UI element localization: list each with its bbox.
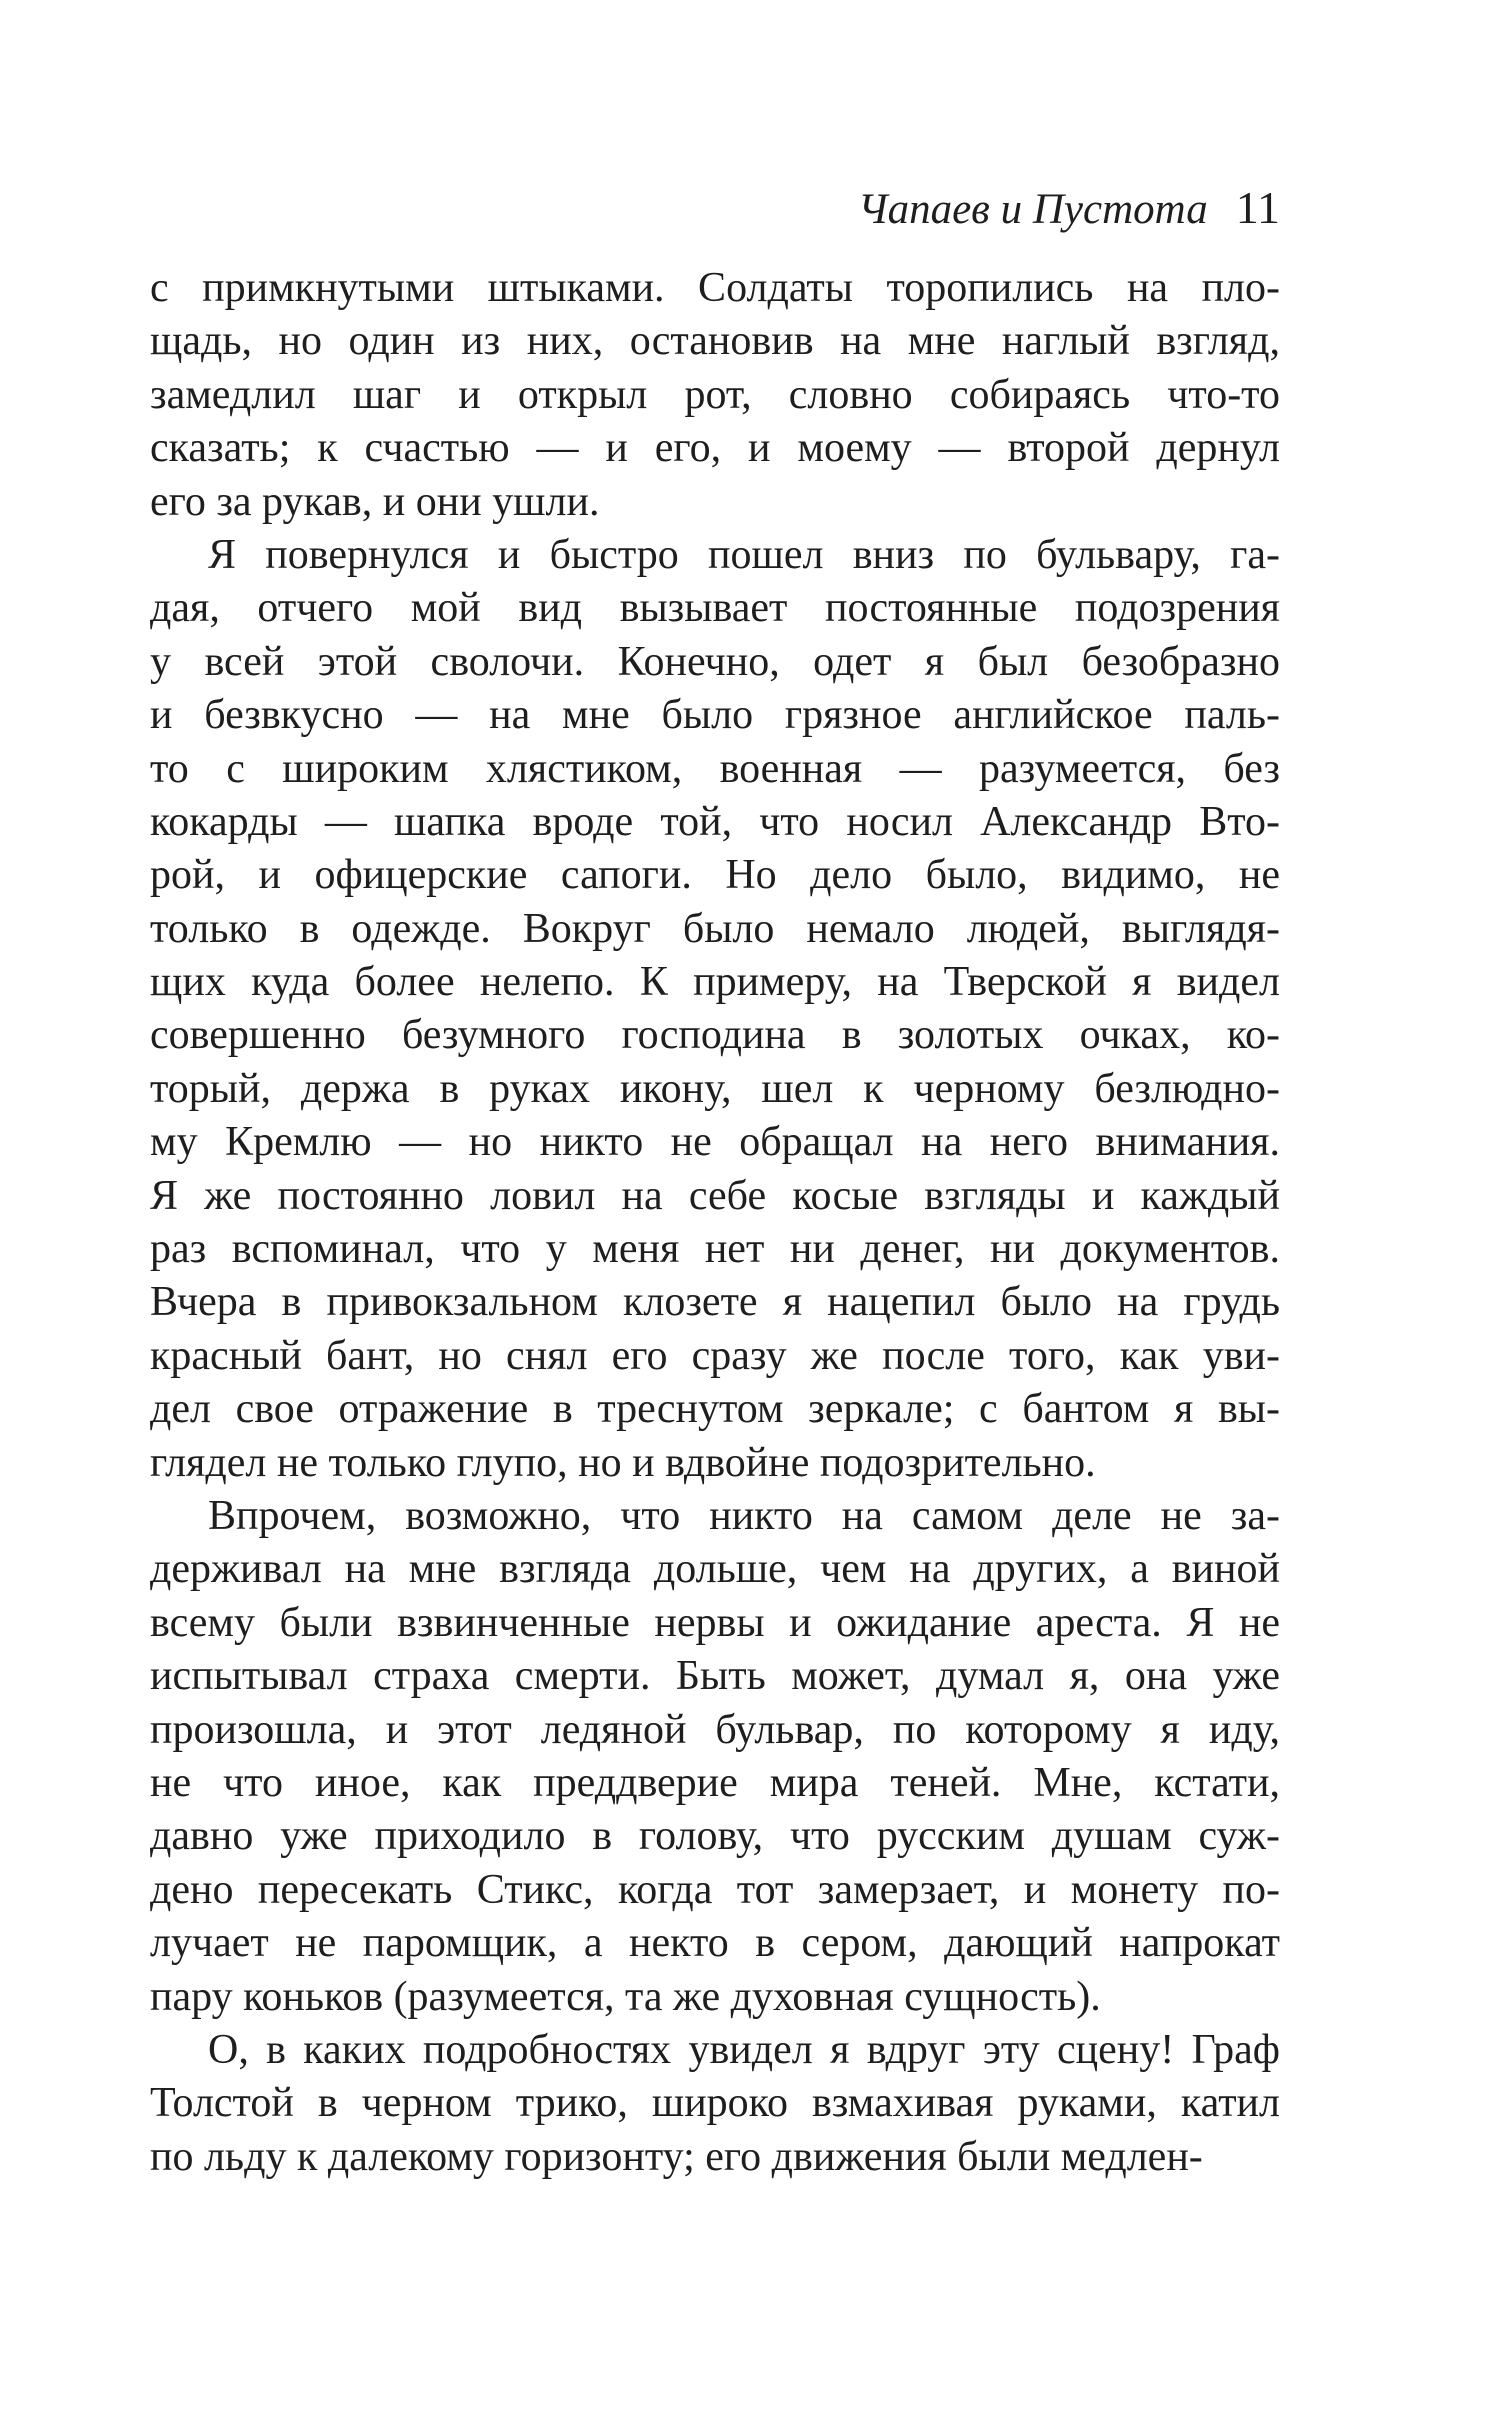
text-line: раз вспоминал, что у меня нет ни денег, ни документов. [150, 1226, 1280, 1273]
text-line: испытывал страха смерти. Быть может, думал я, она уже [150, 1653, 1280, 1700]
text-line: то с широким хлястиком, военная — разумеется, без [150, 745, 1280, 792]
text-line: Я повернулся и быстро пошел вниз по бульвару, га- [208, 531, 1280, 578]
text-line: его за рукав, и они ушли. [150, 478, 600, 525]
text-line: щих куда более нелепо. К примеру, на Тверской я видел [150, 959, 1280, 1006]
text-line: красный бант, но снял его сразу же после того, как уви- [150, 1332, 1280, 1379]
text-line: му Кремлю — но никто не обращал на него внимания. [150, 1119, 1280, 1166]
text-line: пару коньков (разумеется, та же духовная сущность). [150, 1973, 1101, 2020]
running-header [150, 178, 1280, 240]
text-line: совершенно безумного господина в золотых очках, ко- [150, 1012, 1280, 1059]
text-line: кокарды — шапка вроде той, что носил Александр Вто- [150, 798, 1280, 845]
text-line: и безвкусно — на мне было грязное английское паль- [150, 692, 1280, 739]
text-line: глядел не только глупо, но и вдвойне подозрительно. [150, 1439, 1096, 1486]
paragraph [150, 2024, 1280, 2184]
page-number: 11 [1235, 182, 1280, 233]
text-line: торый, держа в руках икону, шел к черному безлюдно- [150, 1065, 1280, 1112]
text-line: О, в каких подробностях увидел я вдруг эту сцену! Граф [208, 2026, 1280, 2073]
text-line: не что иное, как преддверие мира теней. Мне, кстати, [150, 1759, 1280, 1806]
text-line: сказать; к счастью — и его, и моему — второй дернул [150, 425, 1280, 472]
text-line: дая, отчего мой вид вызывает постоянные подозрения [150, 585, 1280, 632]
text-line: Я же постоянно ловил на себе косые взгляды и каждый [150, 1172, 1280, 1219]
text-line: лучает не паромщик, а некто в сером, дающий напрокат [150, 1920, 1280, 1967]
text-line: Толстой в черном трико, широко взмахивая руками, катил [150, 2080, 1280, 2127]
paragraph [150, 262, 1280, 529]
running-title: Чапаев и Пустота [857, 186, 1208, 233]
text-line: всему были взвинченные нервы и ожидание ареста. Я не [150, 1599, 1280, 1646]
text-line: только в одежде. Вокруг было немало людей, выглядя- [150, 905, 1280, 952]
paragraph [150, 1490, 1280, 2024]
text-line: давно уже приходило в голову, что русским душам суж- [150, 1813, 1280, 1860]
text-line: у всей этой сволочи. Конечно, одет я был безобразно [150, 638, 1280, 685]
text-line: дел свое отражение в треснутом зеркале; с бантом я вы- [150, 1386, 1280, 1433]
paragraph [150, 529, 1280, 1490]
text-line: дено пересекать Стикс, когда тот замерзает, и монету по- [150, 1866, 1280, 1913]
text-line: с примкнутыми штыками. Солдаты торопились на пло- [150, 265, 1280, 311]
body-text [150, 262, 1280, 2184]
text-line: по льду к далекому горизонту; его движения были медлен- [150, 2133, 1203, 2180]
text-line: рой, и офицерские сапоги. Но дело было, видимо, не [150, 852, 1280, 899]
text-line: замедлил шаг и открыл рот, словно собираясь что-то [150, 371, 1280, 418]
text-line: щадь, но один из них, остановив на мне наглый взгляд, [150, 318, 1280, 365]
text-line: произошла, и этот ледяной бульвар, по которому я иду, [150, 1706, 1280, 1753]
text-line: Вчера в привокзальном клозете я нацепил было на грудь [150, 1279, 1280, 1326]
text-line: Впрочем, возможно, что никто на самом деле не за- [208, 1492, 1280, 1539]
text-line: держивал на мне взгляда дольше, чем на других, а виной [150, 1546, 1280, 1593]
